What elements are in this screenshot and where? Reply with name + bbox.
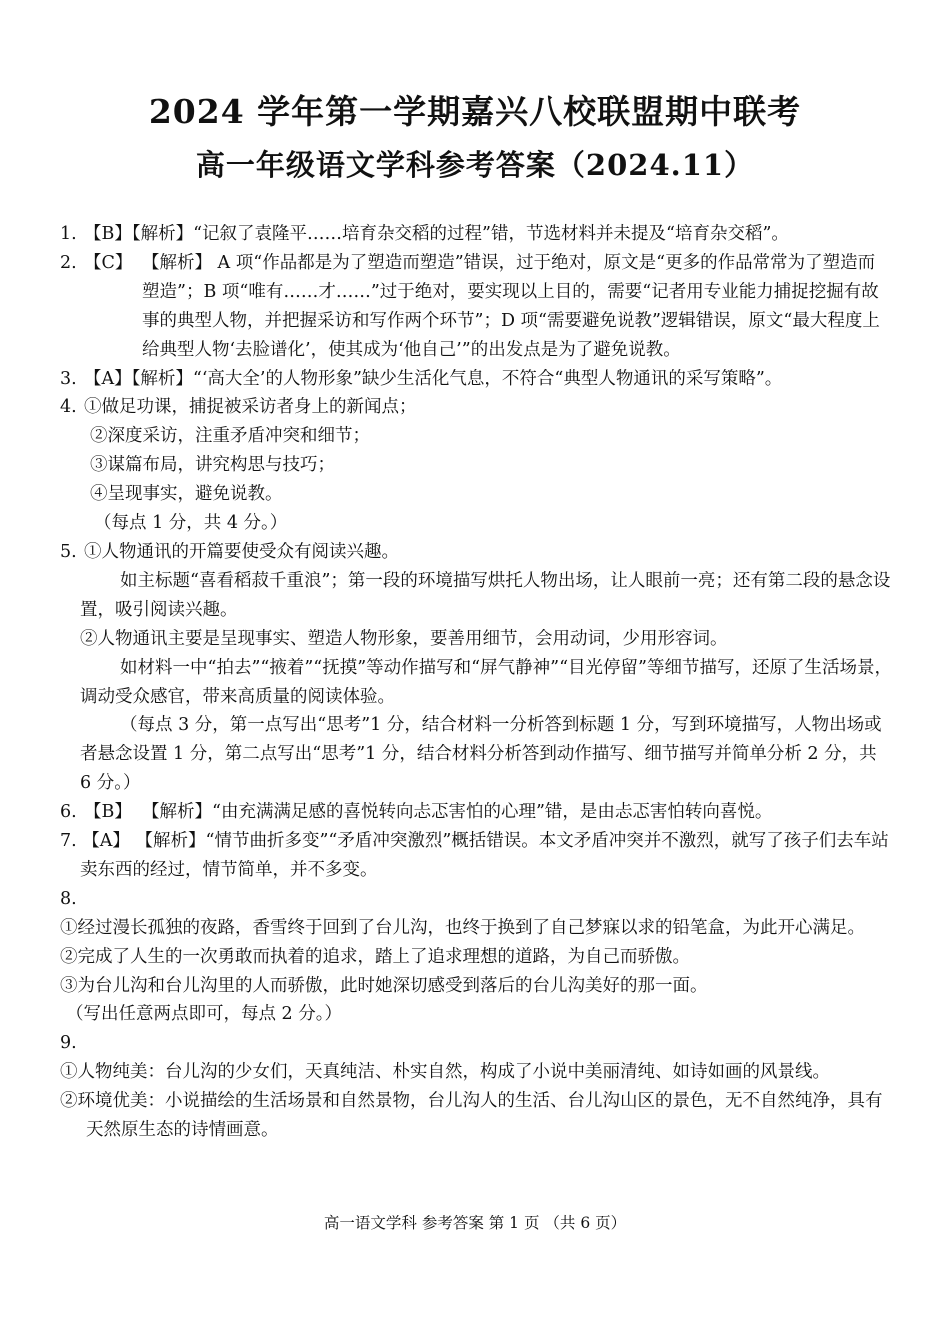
q1-text: 【B】【解析】“记叙了袁隆平……培育杂交稻的过程”错，节选材料并未提及“培育杂交稻”。 — [84, 224, 789, 244]
q9-point: ①人物纯美：台儿沟的少女们，天真纯洁、朴实自然，构成了小说中美丽清纯、如诗如画的风景线。 — [60, 1062, 830, 1083]
q8-point: ①经过漫长孤独的夜路，香雪终于回到了台儿沟，也终于换到了自己梦寐以求的铅笔盒，为此开心满足。 — [60, 917, 865, 938]
answer-q3 — [60, 365, 892, 394]
q7-label: 【A】 — [82, 831, 130, 852]
answer-q1 — [60, 220, 892, 249]
q7-text: 【解析】“情节曲折多变”“矛盾冲突激烈”概括错误。本文矛盾冲突并不激烈，就写了孩子们去车站卖东西的经过，情节简单，并不多变。 — [80, 831, 889, 880]
q5-point-2-detail: 如材料一中“拍去”“掖着”“抚摸”等动作描写和“屏气静神”“目光停留”等细节描写，还原了生活场景，调动受众感官，带来高质量的阅读体验。 — [80, 657, 892, 707]
q6-label: 【B】 — [84, 802, 132, 823]
answer-q7 — [60, 827, 892, 885]
q2-number: 2. — [60, 252, 77, 273]
q6-number: 6. — [60, 802, 77, 823]
q8-scoring-note: （写出任意两点即可，每点 2 分。） — [66, 1004, 343, 1025]
q4-point: ②深度采访，注重矛盾冲突和细节； — [90, 426, 370, 447]
q4-point: ③谋篇布局，讲究构思与技巧； — [90, 455, 335, 476]
q1-number: 1. — [60, 224, 77, 244]
exam-title: 2024 学年第一学期嘉兴八校联盟期中联考 — [148, 92, 802, 131]
q9-number: 9. — [60, 1033, 77, 1054]
answer-q6 — [60, 798, 892, 827]
answer-q5 — [60, 538, 892, 567]
answer-q2 — [60, 249, 892, 365]
q7-number: 7. — [60, 831, 77, 852]
q2-label: 【C】 — [84, 252, 133, 273]
q4-point: ④呈现事实，避免说教。 — [90, 484, 283, 505]
q5-number: 5. — [60, 541, 77, 562]
q4-number: 4. — [60, 397, 77, 418]
page-footer: 高一语文学科 参考答案 第 1 页 （共 6 页） — [323, 1214, 627, 1232]
q5-point-2: ②人物通讯主要是呈现事实、塑造人物形象，要善用细节，会用动词，少用形容词。 — [80, 628, 728, 649]
q8-number: 8. — [60, 888, 77, 909]
q3-text: 【A】【解析】“‘高大全’的人物形象”缺少生活化气息，不符合“典型人物通讯的采写策略”。 — [84, 368, 783, 389]
answer-key-subtitle: 高一年级语文学科参考答案（2024.11） — [195, 148, 755, 182]
q5-point-1: ①人物通讯的开篇要使受众有阅读兴趣。 — [84, 541, 399, 562]
answer-list — [60, 220, 892, 1145]
q4-scoring-note: （每点 1 分，共 4 分。） — [94, 513, 288, 534]
q9-point: ②环境优美：小说描绘的生活场景和自然景物，台儿沟人的生活、台儿沟山区的景色，无不自然纯净，具有天然原生态的诗情画意。 — [60, 1091, 883, 1141]
q8-point: ②完成了人生的一次勇敢而执着的追求，踏上了追求理想的道路，为自己而骄傲。 — [60, 946, 690, 967]
q3-number: 3. — [60, 368, 77, 389]
q6-text: 【解析】“由充满满足感的喜悦转向忐忑害怕的心理”错，是由忐忑害怕转向喜悦。 — [142, 802, 773, 823]
q9-point-2 — [60, 1087, 892, 1145]
q4-point: ①做足功课，捕捉被采访者身上的新闻点； — [84, 397, 417, 418]
q5-point-1-detail: 如主标题“喜看稻菽千重浪”；第一段的环境描写烘托人物出场，让人眼前一亮；还有第二段的悬念设置，吸引阅读兴趣。 — [80, 570, 891, 620]
q8-point: ③为台儿沟和台儿沟里的人而骄傲，此时她深切感受到落后的台儿沟美好的那一面。 — [60, 975, 708, 996]
q5-scoring-note: （每点 3 分，第一点写出“思考”1 分，结合材料一分析答到标题 1 分，写到环境描写，人物出场或者悬念设置 1 分，第二点写出“思考”1 分，结合材料分析答到动作描写、细节描写并简单分析 2 分，共 6 分。） — [80, 715, 882, 794]
answer-q4 — [60, 393, 892, 422]
q2-text: 【解析】 A 项“作品都是为了塑造而塑造”错误，过于绝对，原文是“更多的作品常常为了塑造而塑造”；B 项“唯有……才……”过于绝对，要实现以上目的，需要“记者用专业能力捕捉挖掘有故事的典型人物，并把握采访和写作两个环节”；D 项“需要避免说教”逻辑错误，原文“最大程度上给典型人物‘去脸谱化’，使其成为‘他自己’”的出发点是为了避免说教。 — [142, 252, 880, 360]
